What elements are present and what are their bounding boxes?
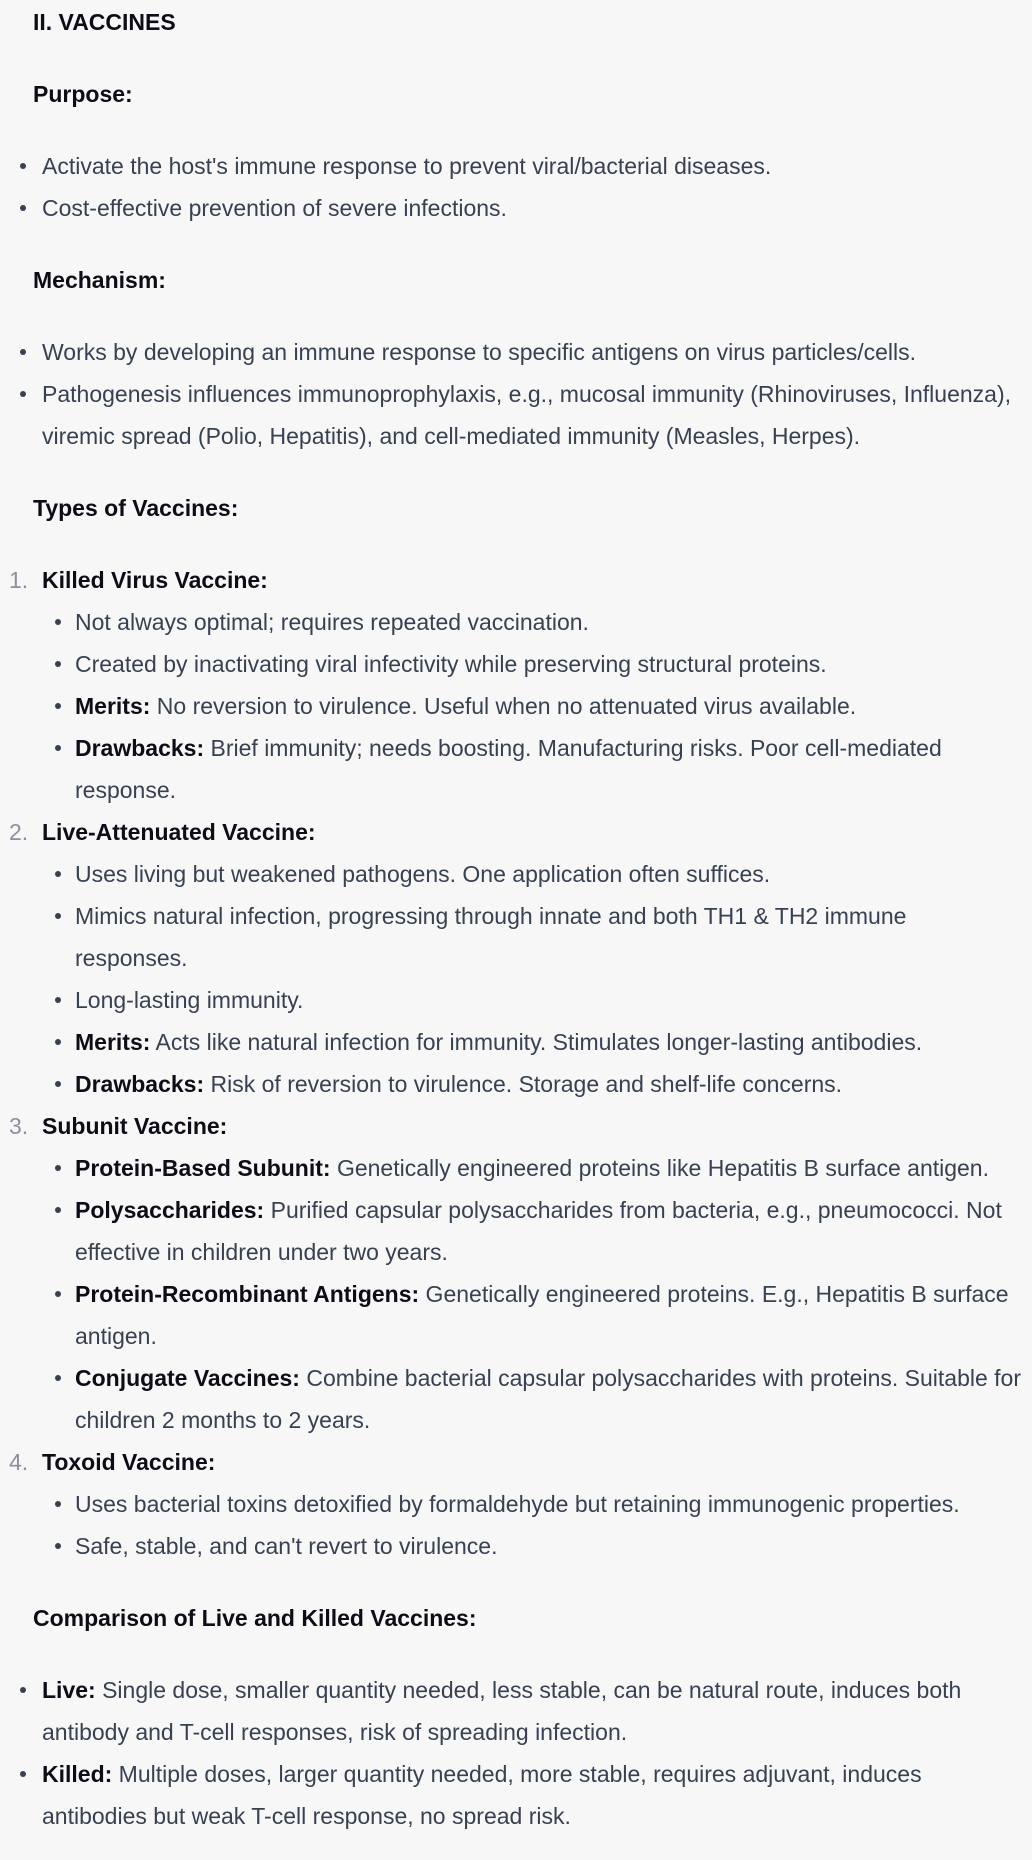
list-item: Pathogenesis influences immunoprophylaxis, e.g., mucosal immunity (Rhinoviruses, Influenza), viremic spread (Polio, Hepatitis), and cell-mediated immunity (Measles, Herpes).	[0, 373, 1024, 457]
list-item: Merits: No reversion to virulence. Useful when no attenuated virus available.	[42, 685, 1024, 727]
vaccine-type-title: Subunit Vaccine:	[42, 1113, 228, 1139]
list-item: Uses bacterial toxins detoxified by formaldehyde but retaining immunogenic properties.	[42, 1483, 1024, 1525]
list-item: Protein-Based Subunit: Genetically engineered proteins like Hepatitis B surface antigen.	[42, 1147, 1024, 1189]
list-item: Live: Single dose, smaller quantity needed, less stable, can be natural route, induces both antibody and T-cell responses, risk of spreading infection.	[0, 1669, 1024, 1753]
list-item: Merits: Acts like natural infection for immunity. Stimulates longer-lasting antibodies.	[42, 1021, 1024, 1063]
list-item: Long-lasting immunity.	[42, 979, 1024, 1021]
types-heading: Types of Vaccines:	[33, 495, 239, 521]
list-item: Safe, stable, and can't revert to virulence.	[42, 1525, 1024, 1567]
comparison-heading: Comparison of Live and Killed Vaccines:	[33, 1605, 477, 1631]
vaccine-type-title: Live-Attenuated Vaccine:	[42, 819, 316, 845]
list-number: 2.	[9, 819, 29, 845]
mechanism-list	[0, 331, 1024, 457]
list-item: Mimics natural infection, progressing through innate and both TH1 & TH2 immune responses.	[42, 895, 1024, 979]
vaccine-types-list	[0, 559, 1024, 1567]
list-item: Polysaccharides: Purified capsular polysaccharides from bacteria, e.g., pneumococci. Not effective in children under two years.	[42, 1189, 1024, 1273]
sub-list	[42, 1147, 1024, 1441]
sub-list	[42, 1483, 1024, 1567]
vaccine-type-title: Toxoid Vaccine:	[42, 1449, 216, 1475]
vaccine-type-killed	[0, 559, 1024, 811]
list-number: 1.	[9, 567, 29, 593]
list-item: Works by developing an immune response to specific antigens on virus particles/cells.	[0, 331, 1024, 373]
list-item: Activate the host's immune response to prevent viral/bacterial diseases.	[0, 145, 1024, 187]
list-item: Cost-effective prevention of severe infections.	[0, 187, 1024, 229]
list-item: Created by inactivating viral infectivity while preserving structural proteins.	[42, 643, 1024, 685]
purpose-heading: Purpose:	[33, 81, 133, 107]
mechanism-heading: Mechanism:	[33, 267, 166, 293]
comparison-list	[0, 1669, 1024, 1837]
list-item: Drawbacks: Risk of reversion to virulence. Storage and shelf-life concerns.	[42, 1063, 1024, 1105]
vaccine-type-subunit	[0, 1105, 1024, 1441]
list-item: Protein-Recombinant Antigens: Genetically engineered proteins. E.g., Hepatitis B surface antigen.	[42, 1273, 1024, 1357]
list-item: Uses living but weakened pathogens. One application often suffices.	[42, 853, 1024, 895]
list-number: 3.	[9, 1113, 29, 1139]
vaccine-type-title: Killed Virus Vaccine:	[42, 567, 268, 593]
purpose-list	[0, 145, 1024, 229]
sub-list	[42, 601, 1024, 811]
document-title: II. VACCINES	[33, 9, 176, 35]
list-item: Conjugate Vaccines: Combine bacterial capsular polysaccharides with proteins. Suitable for children 2 months to 2 years.	[42, 1357, 1024, 1441]
vaccine-type-toxoid	[0, 1441, 1024, 1567]
list-item: Not always optimal; requires repeated vaccination.	[42, 601, 1024, 643]
list-item: Killed: Multiple doses, larger quantity needed, more stable, requires adjuvant, induces antibodies but weak T-cell response, no spread risk.	[0, 1753, 1024, 1837]
list-item: Drawbacks: Brief immunity; needs boosting. Manufacturing risks. Poor cell-mediated response.	[42, 727, 1024, 811]
vaccine-type-live-attenuated	[0, 811, 1024, 1105]
sub-list	[42, 853, 1024, 1105]
list-number: 4.	[9, 1449, 29, 1475]
